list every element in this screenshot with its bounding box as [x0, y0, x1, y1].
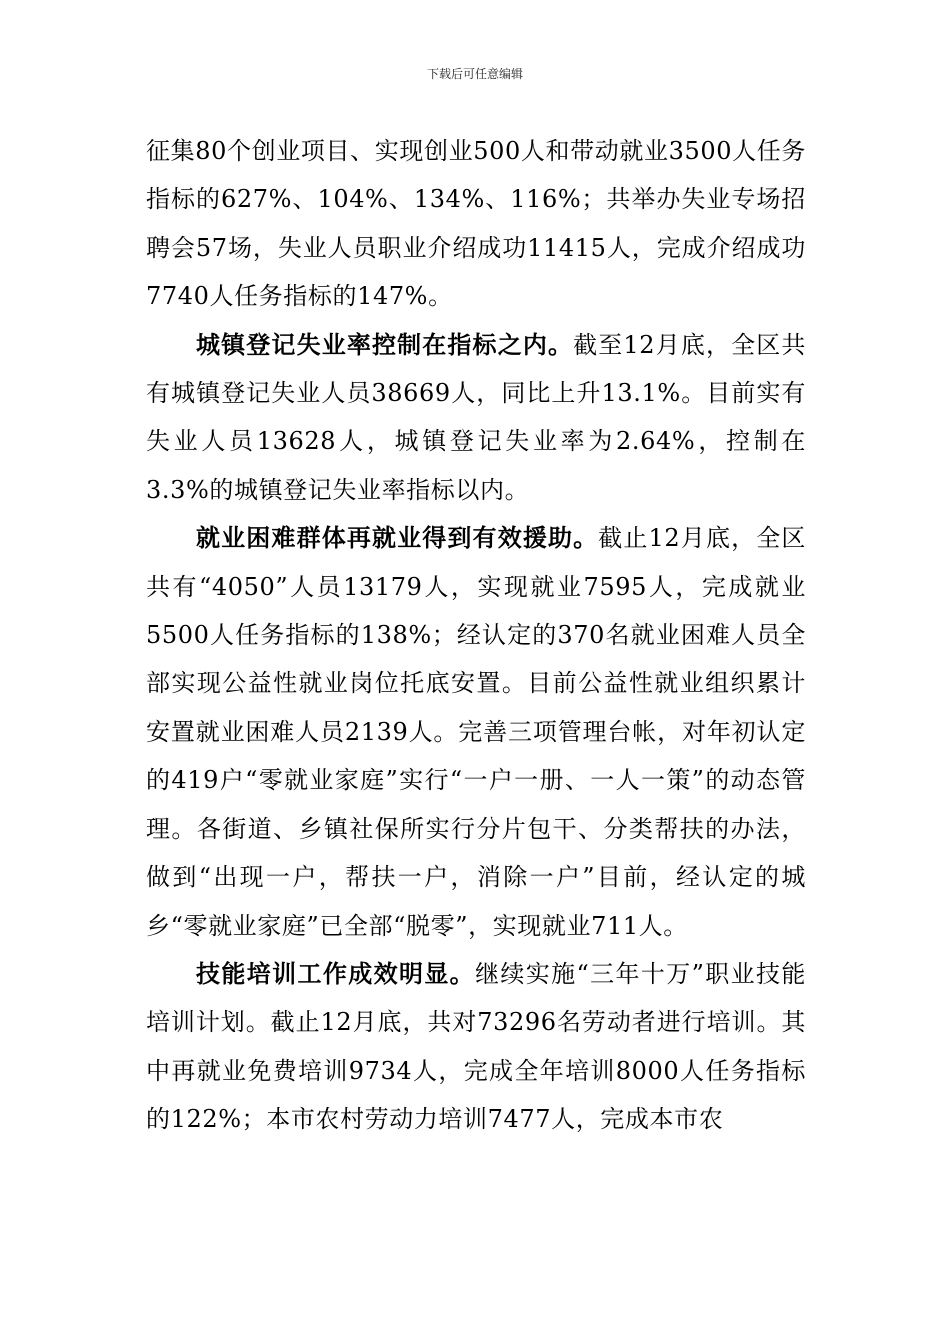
paragraph-1: [146, 127, 806, 321]
paragraph-3-heading: 就业困难群体再就业得到有效援助。: [196, 524, 599, 553]
page-header: 下载后可任意编辑: [426, 67, 523, 81]
paragraph-reemployment-aid: [146, 514, 806, 950]
paragraph-unemployment-rate: [146, 321, 806, 515]
paragraph-3-text: 截止12月底，全区共有“4050”人员13179人，实现就业7595人，完成就业5500人任务指标的138%；经认定的370名就业困难人员全部实现公益性就业岗位托底安置。目前公益性就业组织累计安置就业困难人员2139人。完善三项管理台帐，对年初认定的419户“零就业家庭”实行“一户一册、一人一策”的动态管理。各街道、乡镇社保所实行分片包干、分类帮扶的办法，做到“出现一户，帮扶一户，消除一户”目前，经认定的城乡“零就业家庭”已全部“脱零”，实现就业711人。: [146, 524, 806, 940]
paragraph-skills-training: [146, 950, 806, 1144]
paragraph-1-text: 征集80个创业项目、实现创业500人和带动就业3500人任务指标的627%、104%、134%、116%；共举办失业专场招聘会57场，失业人员职业介绍成功11415人，完成介绍成功7740人任务指标的147%。: [146, 137, 806, 311]
paragraph-2-text: 截至12月底，全区共有城镇登记失业人员38669人，同比上升13.1%。目前实有失业人员13628人，城镇登记失业率为2.64%，控制在3.3%的城镇登记失业率指标以内。: [146, 330, 806, 504]
paragraph-2-heading: 城镇登记失业率控制在指标之内。: [196, 330, 574, 359]
paragraph-4-text: 继续实施“三年十万”职业技能培训计划。截止12月底，共对73296名劳动者进行培训。其中再就业免费培训9734人，完成全年培训8000人任务指标的122%；本市农村劳动力培训7477人，完成本市农: [146, 959, 806, 1134]
paragraph-4-heading: 技能培训工作成效明显。: [196, 959, 476, 988]
document-body: [146, 127, 806, 1144]
